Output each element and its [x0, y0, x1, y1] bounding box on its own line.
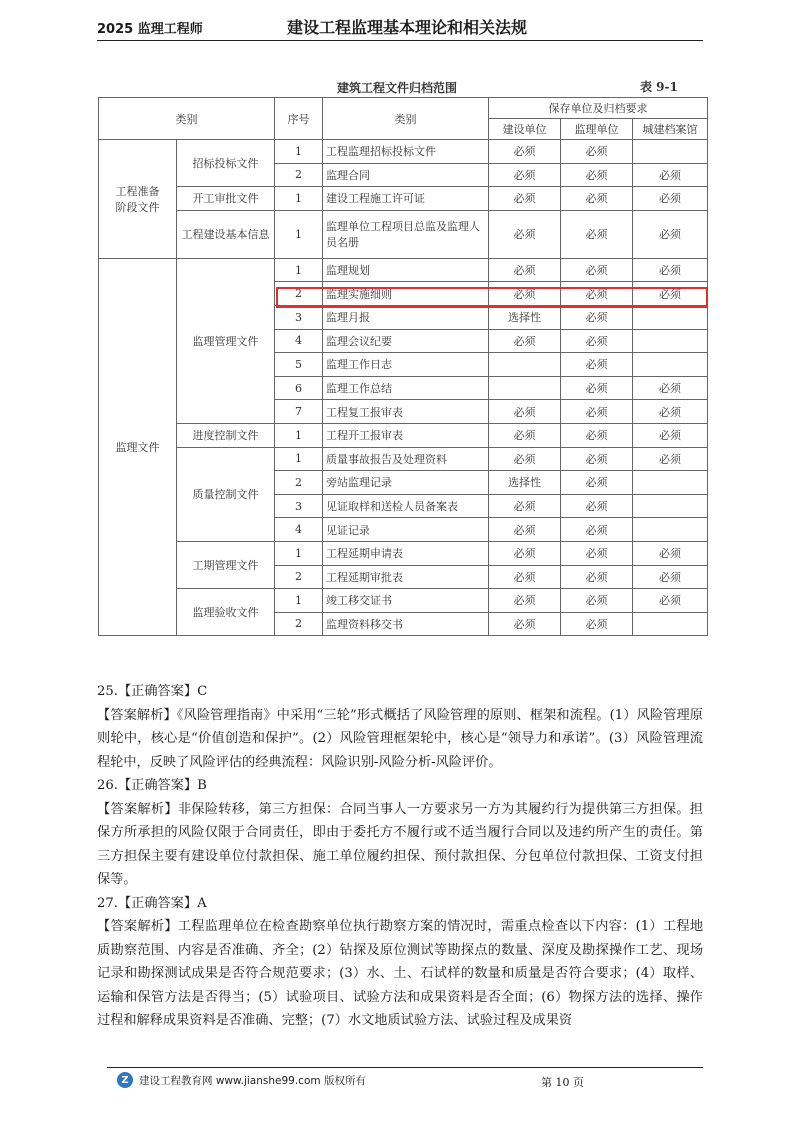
- item-cell: 监理会议纪要: [323, 329, 489, 353]
- item-cell: 监理工作总结: [323, 376, 489, 400]
- supervisor-req-cell: 必须: [561, 140, 633, 164]
- item-cell: 工程监理招标投标文件: [323, 140, 489, 164]
- header-unit-supervisor: 监理单位: [561, 119, 633, 140]
- item-cell: 监理工作日志: [323, 353, 489, 377]
- owner-req-cell: 必须: [489, 423, 561, 447]
- owner-req-cell: 必须: [489, 565, 561, 589]
- header-item: 类别: [323, 98, 489, 140]
- supervisor-req-cell: 必须: [561, 541, 633, 565]
- seq-cell: 2: [275, 471, 323, 495]
- supervisor-req-cell: 必须: [561, 565, 633, 589]
- owner-req-cell: 必须: [489, 400, 561, 424]
- seq-cell: 1: [275, 187, 323, 211]
- item-cell: 见证记录: [323, 518, 489, 542]
- archive-req-cell: 必须: [633, 400, 708, 424]
- supervisor-req-cell: 必须: [561, 447, 633, 471]
- exam-label: 2025 监理工程师: [97, 22, 203, 37]
- seq-cell: 2: [275, 565, 323, 589]
- item-cell: 监理月报: [323, 305, 489, 329]
- supervisor-req-cell: 必须: [561, 282, 633, 306]
- archive-scope-table: [98, 97, 708, 636]
- seq-cell: 7: [275, 400, 323, 424]
- answer-title: 27.【正确答案】A: [97, 895, 207, 911]
- page-header: [97, 14, 703, 41]
- owner-req-cell: 必须: [489, 258, 561, 282]
- archive-req-cell: 必须: [633, 258, 708, 282]
- header-seq: 序号: [275, 98, 323, 140]
- seq-cell: 2: [275, 612, 323, 636]
- seq-cell: 1: [275, 140, 323, 164]
- item-cell: 工程复工报审表: [323, 400, 489, 424]
- item-cell: 见证取样和送检人员备案表: [323, 494, 489, 518]
- group-label: 监理验收文件: [177, 589, 275, 636]
- owner-req-cell: 必须: [489, 612, 561, 636]
- archive-req-cell: 必须: [633, 423, 708, 447]
- footer-brand: [117, 1072, 366, 1088]
- archive-req-cell: 必须: [633, 447, 708, 471]
- archive-req-cell: 必须: [633, 282, 708, 306]
- supervisor-req-cell: 必须: [561, 400, 633, 424]
- archive-req-cell: 必须: [633, 376, 708, 400]
- owner-req-cell: 选择性: [489, 471, 561, 495]
- supervisor-req-cell: 必须: [561, 163, 633, 187]
- item-cell: 工程延期申请表: [323, 541, 489, 565]
- owner-req-cell: 必须: [489, 282, 561, 306]
- archive-req-cell: 必须: [633, 541, 708, 565]
- seq-cell: 4: [275, 329, 323, 353]
- table-row: [99, 210, 708, 258]
- answer-body: 【答案解析】工程监理单位在检查勘察单位执行勘察方案的情况时，需重点检查以下内容：(1）工程地质勘察范围、内容是否准确、齐全；(2）钻探及原位测试等勘探点的数量、深度及勘探操作工艺、现场记录和勘探测试成果是否符合规范要求；(3）水、土、石试样的数量和质量是否符合要求；(4）取样、运输和保管方法是否得当；(5）试验项目、试验方法和成果资料是否全面；(6）物探方法的选择、操作过程和解释成果资料是否准确、完整；(7）水文地质试验方法、试验过程及成果资: [97, 919, 703, 1028]
- archive-req-cell: [633, 471, 708, 495]
- supervisor-req-cell: 必须: [561, 518, 633, 542]
- seq-cell: 1: [275, 541, 323, 565]
- owner-req-cell: 选择性: [489, 305, 561, 329]
- supervisor-req-cell: 必须: [561, 376, 633, 400]
- seq-cell: 1: [275, 423, 323, 447]
- owner-req-cell: 必须: [489, 210, 561, 258]
- supervisor-req-cell: 必须: [561, 329, 633, 353]
- seq-cell: 3: [275, 305, 323, 329]
- item-cell: 工程延期审批表: [323, 565, 489, 589]
- supervisor-req-cell: 必须: [561, 494, 633, 518]
- supervisor-req-cell: 必须: [561, 589, 633, 613]
- group-label: 监理管理文件: [177, 258, 275, 423]
- archive-req-cell: 必须: [633, 565, 708, 589]
- seq-cell: 4: [275, 518, 323, 542]
- seq-cell: 2: [275, 163, 323, 187]
- archive-req-cell: [633, 353, 708, 377]
- supervisor-req-cell: 必须: [561, 612, 633, 636]
- table-header-row: [99, 98, 708, 119]
- table-row: [99, 140, 708, 164]
- supervisor-req-cell: 必须: [561, 258, 633, 282]
- owner-req-cell: 必须: [489, 541, 561, 565]
- table-caption: 建筑工程文件归档范围: [337, 81, 458, 95]
- table-row: [99, 447, 708, 471]
- section-label: 监理文件: [99, 258, 177, 636]
- table-row: [99, 258, 708, 282]
- footer-copyright: 建设工程教育网 www.jianshe99.com 版权所有: [139, 1074, 366, 1087]
- group-label: 开工审批文件: [177, 187, 275, 211]
- group-label: 工程建设基本信息: [177, 210, 275, 258]
- item-cell: 质量事故报告及处理资料: [323, 447, 489, 471]
- item-cell: 监理资料移交书: [323, 612, 489, 636]
- seq-cell: 1: [275, 589, 323, 613]
- table-row: [99, 187, 708, 211]
- archive-req-cell: 必须: [633, 589, 708, 613]
- table-number: 表 9-1: [640, 80, 678, 94]
- section-label: 工程准备 阶段文件: [99, 140, 177, 259]
- supervisor-req-cell: 必须: [561, 353, 633, 377]
- owner-req-cell: 必须: [489, 140, 561, 164]
- owner-req-cell: [489, 353, 561, 377]
- group-label: 进度控制文件: [177, 423, 275, 447]
- supervisor-req-cell: 必须: [561, 187, 633, 211]
- seq-cell: 3: [275, 494, 323, 518]
- owner-req-cell: 必须: [489, 518, 561, 542]
- group-label: 质量控制文件: [177, 447, 275, 541]
- owner-req-cell: 必须: [489, 589, 561, 613]
- answers-section: [97, 680, 703, 1033]
- seq-cell: 6: [275, 376, 323, 400]
- archive-req-cell: 必须: [633, 163, 708, 187]
- item-cell: 监理实施细则: [323, 282, 489, 306]
- item-cell: 建设工程施工许可证: [323, 187, 489, 211]
- seq-cell: 2: [275, 282, 323, 306]
- owner-req-cell: [489, 376, 561, 400]
- supervisor-req-cell: 必须: [561, 210, 633, 258]
- item-cell: 监理规划: [323, 258, 489, 282]
- answer-body: 【答案解析】非保险转移，第三方担保：合同当事人一方要求另一方为其履约行为提供第三方担保。担保方所承担的风险仅限于合同责任，即由于委托方不履行或不适当履行合同以及违约所产生的责任。第三方担保主要有建设单位付款担保、施工单位履约担保、预付款担保、分包单位付款担保、工资支付担保等。: [97, 801, 703, 887]
- header-unit-archive: 城建档案馆: [633, 119, 708, 140]
- table-row: [99, 589, 708, 613]
- item-cell: 监理合同: [323, 163, 489, 187]
- page-number: 第 10 页: [541, 1076, 584, 1089]
- group-label: 工期管理文件: [177, 541, 275, 588]
- owner-req-cell: 必须: [489, 329, 561, 353]
- item-cell: 竣工移交证书: [323, 589, 489, 613]
- archive-req-cell: [633, 140, 708, 164]
- owner-req-cell: 必须: [489, 494, 561, 518]
- seq-cell: 1: [275, 258, 323, 282]
- item-cell: 监理单位工程项目总监及监理人员名册: [323, 210, 489, 258]
- table-row: [99, 423, 708, 447]
- highlight-box: [276, 287, 708, 308]
- answer-title: 25.【正确答案】C: [97, 684, 208, 699]
- table-row: [99, 541, 708, 565]
- header-category: 类别: [99, 98, 275, 140]
- archive-req-cell: 必须: [633, 187, 708, 211]
- archive-req-cell: [633, 612, 708, 636]
- owner-req-cell: 必须: [489, 163, 561, 187]
- page-title: 建设工程监理基本理论和相关法规: [287, 18, 528, 37]
- archive-req-cell: [633, 305, 708, 329]
- supervisor-req-cell: 必须: [561, 305, 633, 329]
- owner-req-cell: 必须: [489, 447, 561, 471]
- seq-cell: 1: [275, 210, 323, 258]
- header-group: 保存单位及归档要求: [489, 98, 708, 119]
- archive-req-cell: [633, 494, 708, 518]
- archive-req-cell: [633, 518, 708, 542]
- seq-cell: 5: [275, 353, 323, 377]
- answer-body: 【答案解析】《风险管理指南》中采用“三轮”形式概括了风险管理的原则、框架和流程。(1）风险管理原则轮中，核心是“价值创造和保护”。(2）风险管理框架轮中，核心是“领导力和承诺”。(3）风险管理流程轮中，反映了风险评估的经典流程：风险识别-风险分析-风险评价。: [97, 707, 703, 770]
- seq-cell: 1: [275, 447, 323, 471]
- archive-req-cell: [633, 329, 708, 353]
- item-cell: 工程开工报审表: [323, 423, 489, 447]
- answer-title: 26.【正确答案】B: [97, 778, 207, 793]
- footer-divider: [107, 1067, 703, 1068]
- archive-req-cell: 必须: [633, 210, 708, 258]
- supervisor-req-cell: 必须: [561, 423, 633, 447]
- supervisor-req-cell: 必须: [561, 471, 633, 495]
- owner-req-cell: 必须: [489, 187, 561, 211]
- item-cell: 旁站监理记录: [323, 471, 489, 495]
- header-unit-owner: 建设单位: [489, 119, 561, 140]
- site-logo-icon: Z: [117, 1072, 133, 1088]
- group-label: 招标投标文件: [177, 140, 275, 187]
